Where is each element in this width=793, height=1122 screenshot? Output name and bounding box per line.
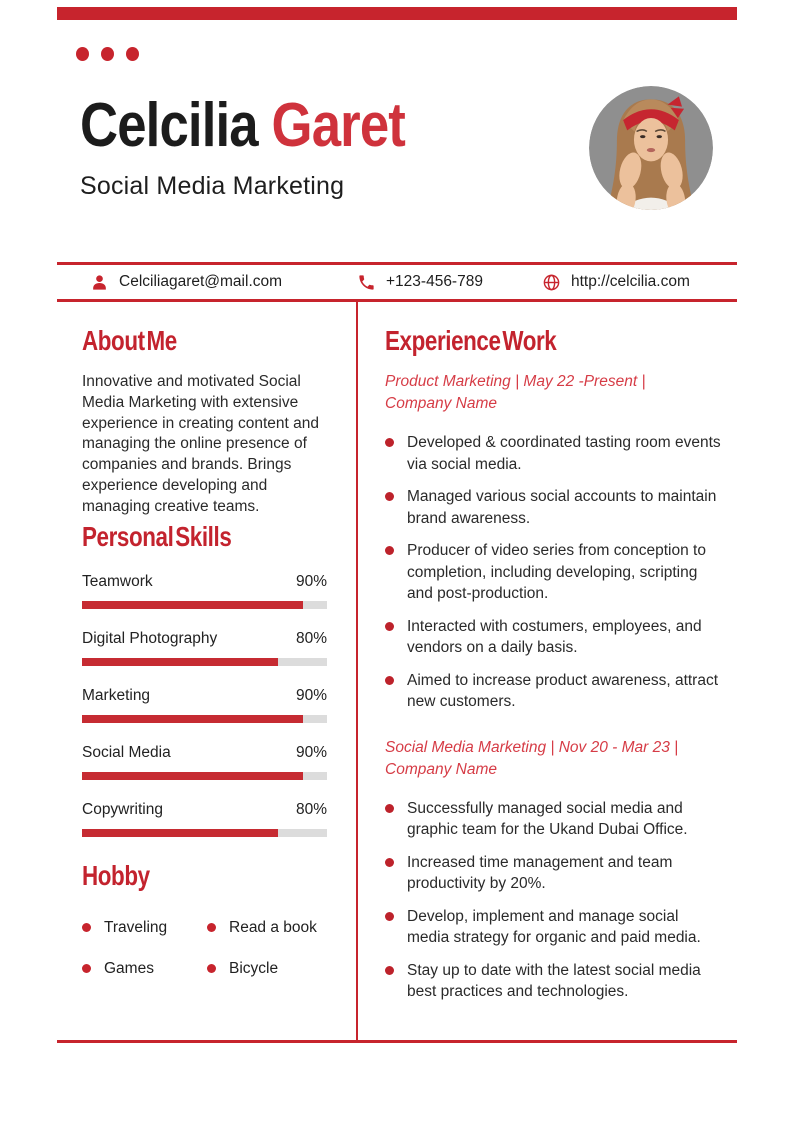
job-bullet-text: Develop, implement and manage social media strategy for organic and paid media.	[407, 907, 701, 946]
skill-bar-track	[82, 601, 327, 609]
job-bullet	[385, 670, 721, 713]
main-content	[57, 302, 737, 1043]
bullet-dot	[207, 964, 216, 973]
decor-dots	[76, 47, 139, 61]
hobby-item	[82, 917, 207, 938]
job-bullet	[385, 616, 721, 659]
right-column	[358, 302, 757, 1040]
bullet-dot	[207, 923, 216, 932]
job-bullet-text: Producer of video series from conception to completion, including developing, scripting and post-production.	[407, 542, 706, 602]
job-title: Product Marketing | May 22 -Present | Company Name	[385, 373, 646, 412]
bullet-dot	[385, 858, 394, 867]
skill-percent: 90%	[295, 686, 327, 704]
job-bullet-text: Interacted with costumers, employees, and vendors on a daily basis.	[407, 617, 702, 656]
about-body: Innovative and motivated Social Media Marketing with extensive experience in creating content and managing the online presence of companies and brands. Brings experience developing and managing creative teams.	[82, 373, 319, 515]
decor-dot	[101, 47, 114, 61]
about-heading: About Me	[82, 325, 177, 356]
left-column	[57, 302, 358, 1040]
job-bullet	[385, 432, 721, 475]
skill-bar-track	[82, 658, 327, 666]
hobby-label: Traveling	[104, 918, 168, 936]
decor-dot	[76, 47, 89, 61]
skill-bar-track	[82, 772, 327, 780]
bullet-dot	[82, 964, 91, 973]
hobby-item	[207, 958, 332, 979]
contact-website[interactable]	[542, 265, 690, 299]
job-bullet-list	[385, 798, 721, 1003]
contact-bar	[57, 262, 737, 302]
skill-bar-fill	[82, 601, 303, 609]
job-bullet	[385, 906, 721, 949]
contact-email[interactable]	[90, 265, 282, 299]
job-bullet	[385, 852, 721, 895]
contact-website-text: http://celcilia.com	[571, 273, 690, 290]
person-name	[80, 92, 405, 160]
skill-percent: 80%	[295, 629, 327, 647]
contact-phone-text: +123-456-789	[386, 273, 483, 290]
skill-bar-fill	[82, 715, 303, 723]
skill-bar-fill	[82, 829, 278, 837]
hobby-item	[207, 917, 332, 938]
person-icon	[90, 273, 109, 292]
job-bullet-text: Developed & coordinated tasting room events via social media.	[407, 434, 721, 473]
job-bullet-text: Aimed to increase product awareness, attract new customers.	[407, 671, 719, 710]
skill-bar-fill	[82, 658, 278, 666]
bullet-dot	[385, 676, 394, 685]
contact-phone[interactable]	[357, 265, 483, 299]
skill-bar-fill	[82, 772, 303, 780]
profile-photo	[589, 86, 713, 210]
bullet-dot	[82, 923, 91, 932]
top-accent-bar	[57, 7, 737, 20]
bullet-dot	[385, 804, 394, 813]
skill-label: Digital Photography	[82, 629, 218, 647]
phone-icon	[357, 273, 376, 292]
skill-label: Copywriting	[82, 800, 163, 818]
hobby-heading: Hobby	[82, 859, 150, 891]
skills-heading: Personal Skills	[82, 520, 232, 552]
skill-item	[82, 799, 327, 837]
bullet-dot	[385, 966, 394, 975]
first-name: Celcilia	[80, 91, 258, 160]
contact-email-text: Celciliagaret@mail.com	[119, 273, 283, 290]
job-bullet	[385, 960, 721, 1003]
bullet-dot	[385, 438, 394, 447]
hobby-label: Bicycle	[229, 959, 279, 977]
decor-dot	[126, 47, 139, 61]
skill-label: Social Media	[82, 743, 171, 761]
bullet-dot	[385, 912, 394, 921]
job-bullet-text: Managed various social accounts to maintain brand awareness.	[407, 488, 717, 527]
header	[80, 92, 462, 201]
bullet-dot	[385, 546, 394, 555]
job-bullet-text: Stay up to date with the latest social media best practices and technologies.	[407, 961, 701, 1000]
skill-item	[82, 742, 327, 780]
hobby-label: Read a book	[229, 918, 317, 936]
profile-photo-illustration	[589, 86, 713, 210]
job-bullet-list	[385, 432, 721, 713]
hobby-item	[82, 958, 207, 979]
skill-label: Teamwork	[82, 572, 153, 590]
job-bullet	[385, 798, 721, 841]
job-bullet-text: Successfully managed social media and graphic team for the Ukand Dubai Office.	[407, 799, 688, 838]
job-bullet	[385, 486, 721, 529]
job-title: Social Media Marketing | Nov 20 - Mar 23 | Company Name	[385, 738, 679, 778]
experience-heading: Experience Work	[385, 325, 557, 356]
skill-percent: 90%	[295, 743, 327, 761]
skill-item	[82, 685, 327, 723]
skill-item	[82, 628, 327, 666]
skill-percent: 80%	[295, 800, 327, 818]
last-name: Garet	[271, 91, 405, 160]
hobby-list	[82, 917, 325, 979]
job-role-subtitle: Social Media Marketing	[80, 172, 345, 201]
globe-icon	[542, 273, 561, 292]
bullet-dot	[385, 492, 394, 501]
bullet-dot	[385, 622, 394, 631]
job-bullet-text: Increased time management and team productivity by 20%.	[407, 853, 673, 892]
skill-item	[82, 571, 327, 609]
skill-label: Marketing	[82, 686, 151, 704]
hobby-label: Games	[104, 959, 154, 977]
job-bullet	[385, 540, 721, 605]
skill-percent: 90%	[295, 572, 327, 590]
skill-bar-track	[82, 829, 327, 837]
skill-bar-track	[82, 715, 327, 723]
